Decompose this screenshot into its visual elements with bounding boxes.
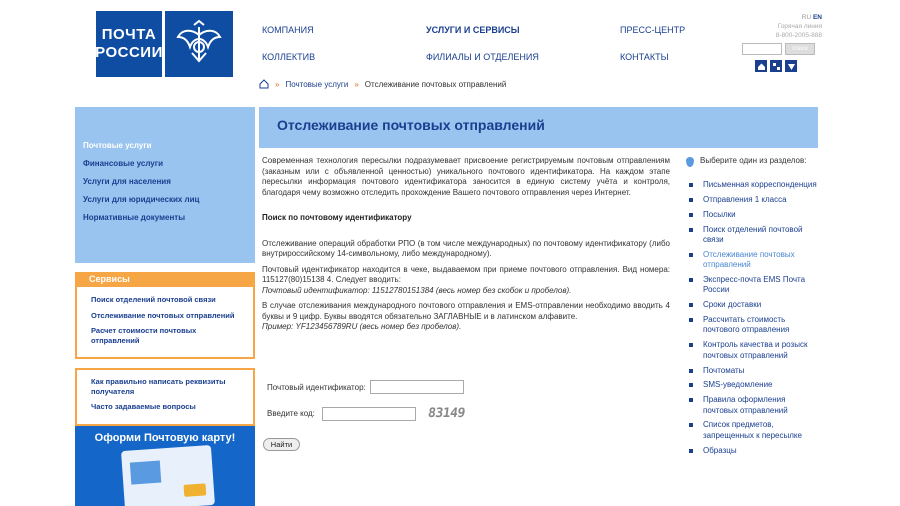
- tracking-id-label: Почтовый идентификатор:: [267, 382, 366, 392]
- service-link-tracking[interactable]: Отслеживание почтовых отправлений: [91, 310, 235, 320]
- right-menu-item[interactable]: Поиск отделений почтовой связи: [689, 225, 821, 246]
- right-menu-item[interactable]: Почтоматы: [689, 366, 821, 376]
- page-title: Отслеживание почтовых отправлений: [277, 117, 545, 133]
- topnav-company[interactable]: КОМПАНИЯ: [262, 25, 314, 35]
- tracking-id-input[interactable]: [370, 380, 464, 394]
- service-link-office-search[interactable]: Поиск отделений почтовой связи: [91, 295, 216, 304]
- right-menu: [686, 156, 821, 461]
- help-link-faq[interactable]: Часто задаваемые вопросы: [91, 402, 196, 411]
- sidebar-item-documents[interactable]: Нормативные документы: [83, 213, 186, 222]
- sitemap-icon[interactable]: [770, 60, 782, 72]
- page-title-bar: [259, 107, 818, 148]
- intro-paragraph: Современная технология пересылки подразумевает присвоение регистрируемым почтовым отправлениям (заказным или с объявленной ценностью) уникального почтового идентификатора. На каждом этапе пересылки информация почтового идентификатора заносится в единую систему учёта и контроля, благодаря чему возможно отследить прохождение Вашего почтового отправления через Интернет.: [262, 156, 670, 197]
- mail-icon[interactable]: [785, 60, 797, 72]
- logo-wordmark: [96, 11, 162, 77]
- right-menu-item[interactable]: Список предметов, запрещенных к пересылке: [689, 420, 821, 441]
- captcha-row: [267, 406, 465, 421]
- right-menu-lead-text: Выберите один из разделов:: [700, 156, 807, 165]
- lang-en[interactable]: EN: [812, 14, 822, 21]
- paragraph-1: Отслеживание операций обработки РПО (в том числе международных) по почтовому идентификатору (либо внутрироссийскому 14-символьному, либо международному).: [262, 238, 670, 258]
- topnav-contacts[interactable]: КОНТАКТЫ: [620, 52, 669, 62]
- postal-card-banner[interactable]: [75, 426, 255, 506]
- breadcrumb-separator: »: [354, 79, 359, 89]
- services-header: Сервисы: [77, 272, 253, 287]
- right-menu-item[interactable]: Образцы: [689, 446, 821, 456]
- right-menu-item[interactable]: Экспресс-почта EMS Почта России: [689, 275, 821, 296]
- section-subheading: Поиск по почтовому идентификатору: [262, 213, 412, 222]
- search-input[interactable]: [742, 43, 782, 55]
- paragraph-2-example: Почтовый идентификатор: 11512780151384 (весь номер без скобок и пробелов).: [262, 285, 572, 295]
- header-info: [742, 13, 822, 40]
- header-icons: [755, 60, 797, 72]
- captcha-input[interactable]: [322, 407, 416, 421]
- sidebar-item-business[interactable]: Услуги для юридических лиц: [83, 195, 200, 204]
- right-menu-item[interactable]: Сроки доставки: [689, 300, 821, 310]
- help-link-address[interactable]: Как правильно написать реквизиты получателя: [91, 377, 226, 396]
- card-chip-icon: [130, 461, 161, 485]
- droplet-icon: [686, 157, 694, 167]
- home-icon[interactable]: [755, 60, 767, 72]
- card-brand-icon: [184, 483, 207, 497]
- paragraph-2: Почтовый идентификатор находится в чеке, выдаваемом при приеме почтового отправления. Вид номера: 115127(80)15138 4. Следует вводить:: [262, 264, 670, 284]
- hotline-number: 8-800-2005-888: [775, 32, 822, 39]
- site-logo[interactable]: [96, 11, 233, 77]
- captcha-image: 83149: [426, 406, 466, 421]
- language-switch[interactable]: [742, 13, 822, 22]
- sidebar-item-financial[interactable]: Финансовые услуги: [83, 159, 163, 168]
- home-icon[interactable]: [259, 79, 269, 89]
- sidebar-item-postal[interactable]: Почтовые услуги: [83, 141, 152, 150]
- tracking-id-row: [267, 380, 464, 394]
- captcha-label: Введите код:: [267, 409, 315, 418]
- right-menu-item[interactable]: Контроль качества и розыск почтовых отправлений: [689, 340, 821, 361]
- right-menu-item[interactable]: Письменная корреспонденция: [689, 180, 821, 190]
- logo-line-2: РОССИИ: [95, 44, 163, 61]
- services-box: [75, 272, 255, 359]
- right-menu-item[interactable]: Рассчитать стоимость почтового отправления: [689, 315, 821, 336]
- find-button[interactable]: Найти: [263, 438, 300, 451]
- paragraph-3: В случае отслеживания международного почтового отправления и EMS-отправлении необходимо вводить 4 буквы и 9 цифр. Буквы вводятся обязательно ЗАГЛАВНЫЕ и в латинском алфавите.: [262, 301, 670, 321]
- logo-line-1: ПОЧТА: [101, 26, 157, 43]
- right-menu-lead: [686, 156, 821, 167]
- header-search: [742, 43, 815, 55]
- breadcrumb-postal-services[interactable]: Почтовые услуги: [285, 79, 349, 89]
- topnav-branches[interactable]: ФИЛИАЛЫ И ОТДЕЛЕНИЯ: [426, 52, 539, 62]
- banner-title: Оформи Почтовую карту!: [94, 432, 236, 444]
- right-menu-item[interactable]: SMS-уведомление: [689, 380, 821, 390]
- lang-ru[interactable]: RU: [801, 14, 812, 21]
- postal-card-image: [121, 445, 215, 506]
- right-menu-item[interactable]: Отслеживание почтовых отправлений: [689, 250, 821, 271]
- paragraph-3-example: Пример: YF123456789RU (весь номер без пробелов).: [262, 322, 462, 331]
- right-menu-item[interactable]: Посылки: [689, 210, 821, 220]
- eagle-emblem-icon: [165, 11, 233, 77]
- right-menu-item[interactable]: Отправления 1 класса: [689, 195, 821, 205]
- main-content: [262, 156, 670, 333]
- right-menu-list: [686, 180, 821, 456]
- hotline-label: Горячая линия: [777, 23, 822, 30]
- topnav-press[interactable]: ПРЕСС-ЦЕНТР: [620, 25, 686, 35]
- sidebar-item-individuals[interactable]: Услуги для населения: [83, 177, 171, 186]
- sidebar-nav: [75, 107, 255, 263]
- breadcrumb: [259, 79, 506, 89]
- topnav-team[interactable]: КОЛЛЕКТИВ: [262, 52, 316, 62]
- search-button[interactable]: поиск: [785, 43, 815, 55]
- breadcrumb-current: Отслеживание почтовых отправлений: [364, 79, 507, 89]
- right-menu-item[interactable]: Правила оформления почтовых отправлений: [689, 395, 821, 416]
- service-link-cost-calc[interactable]: Расчет стоимости почтовых отправлений: [91, 326, 197, 345]
- help-box: [75, 368, 255, 426]
- breadcrumb-separator: »: [275, 79, 280, 89]
- topnav-services[interactable]: УСЛУГИ И СЕРВИСЫ: [426, 25, 520, 35]
